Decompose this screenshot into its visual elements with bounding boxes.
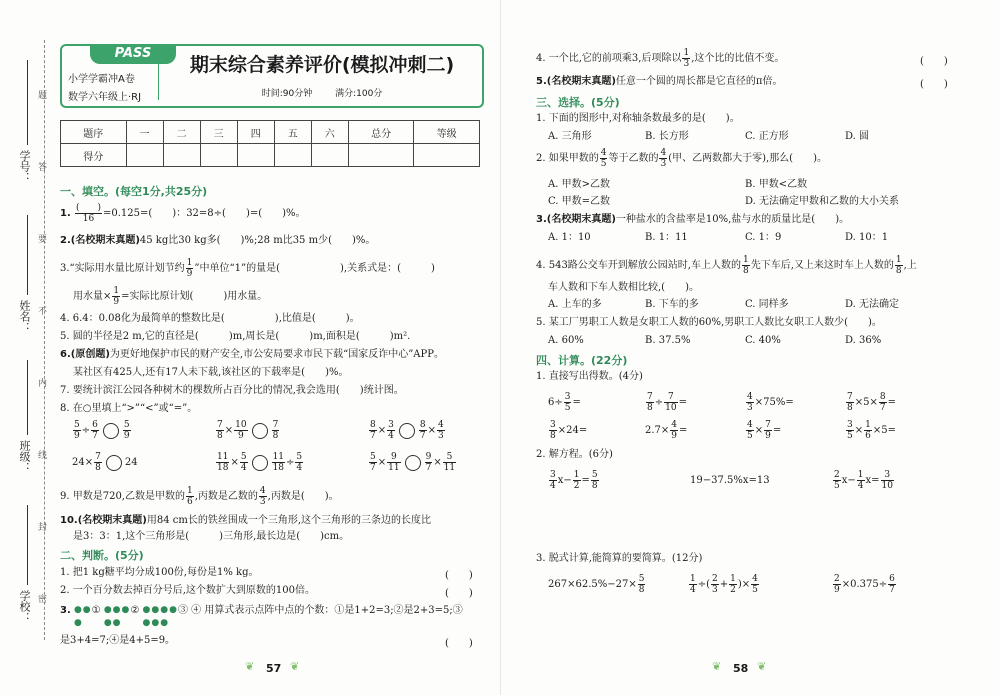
score-cell: 三 <box>200 121 237 144</box>
option[interactable]: B. 1：11 <box>645 232 688 243</box>
calc-item: 6÷ $\frac{3}{5}$ = <box>548 392 581 413</box>
option[interactable]: D. 36% <box>845 335 882 346</box>
gutter-tick: 不 <box>38 307 48 317</box>
series-name: 小学学霸冲A卷 <box>68 74 135 85</box>
option[interactable]: C. 1：9 <box>745 232 782 243</box>
question-choice-4: 4. 543路公交车开到解放公园站时,车上人数的 $\frac{1}{8}$ 先下车后,又上来这时车上人数的 $\frac{1}{8}$ ,上 <box>536 255 917 276</box>
calc-item: $\frac{3}{5}$ × $\frac{1}{6}$ ×5= <box>847 420 896 441</box>
fraction: $\frac{1}{9}$ <box>186 258 193 279</box>
score-table-header-row <box>61 121 480 144</box>
option[interactable]: A. 甲数>乙数 <box>548 179 610 190</box>
calc-expression-3: $\frac{2}{9}$ ×0.375÷ $\frac{6}{7}$ <box>834 574 895 595</box>
exam-header <box>60 44 484 108</box>
leaf-icon: ❦ <box>245 660 255 673</box>
score-input-cell[interactable] <box>274 144 311 167</box>
dot-pattern: ●●●● ●●● <box>142 605 178 628</box>
section-choice: 三、选择。(5分) <box>536 96 620 109</box>
option[interactable]: B. 长方形 <box>645 131 689 142</box>
question-fill-3: 3.“实际用水量比原计划节约 $\frac{1}{9}$ ”中单位“1”的量是( ),关系式是：( ) <box>60 258 435 279</box>
calc-item: $\frac{3}{8}$ ×24= <box>550 420 588 441</box>
compare-item: $\frac{11}{18}$ × $\frac{5}{4}$ $\frac{11}{18}$ ÷ $\frac{5}{4}$ <box>217 452 303 473</box>
option[interactable]: B. 甲数<乙数 <box>745 179 808 190</box>
seal-line <box>44 40 45 640</box>
section-judge: 二、判断。(5分) <box>60 549 144 562</box>
compare-circle[interactable] <box>252 423 268 439</box>
option[interactable]: A. 三角形 <box>548 131 592 142</box>
gutter-tick: 线 <box>38 451 48 461</box>
gutter-tick: 内 <box>38 379 48 389</box>
question-fill-9: 9. 甲数是720,乙数是甲数的 $\frac{1}{6}$ ,丙数是乙数的 $\frac{4}{3}$ ,丙数是( )。 <box>60 486 339 507</box>
score-input-cell[interactable] <box>348 144 414 167</box>
question-fill-2: 2.(名校期末真题)45 kg比30 kg多( )%;28 m比35 m少( )%。 <box>60 235 376 246</box>
compare-circle[interactable] <box>399 423 415 439</box>
gutter-label-school: 学校： <box>18 590 31 623</box>
page-fold <box>500 0 501 695</box>
option[interactable]: D. 无法确定 <box>845 299 900 310</box>
equation-3: $\frac{2}{5}$ x− $\frac{1}{4}$ x= $\frac{3}{10}$ <box>834 470 893 491</box>
exam-meta <box>172 86 472 99</box>
leaf-icon: ❦ <box>712 660 722 673</box>
question-choice-1: 1. 下面的图形中,对称轴条数最多的是( )。 <box>536 113 740 124</box>
question-fill-6: 6.(原创题)为更好地保护市民的财产安全,市公安局要求市民下载“国家反诈中心”APP。 <box>60 349 444 360</box>
question-judge-5: 5.(名校期末真题)任意一个圆的周长都是它直径的π倍。 <box>536 76 783 87</box>
calc-part-2-title: 2. 解方程。(6分) <box>536 449 613 460</box>
question-choice-2: 2. 如果甲数的 $\frac{4}{5}$ 等于乙数的 $\frac{4}{3}$ (甲、乙两数都大于零),那么( )。 <box>536 148 827 169</box>
grade-label: 数学六年级上·RJ <box>68 92 142 103</box>
compare-item: $\frac{5}{9}$ ÷ $\frac{6}{7}$ $\frac{5}{9}$ <box>74 420 130 441</box>
option[interactable]: C. 同样多 <box>745 299 789 310</box>
score-cell: 题序 <box>61 121 127 144</box>
score-table <box>60 120 480 167</box>
question-choice-3: 3.(名校期末真题)一种盐水的含盐率是10%,盐与水的质量比是( )。 <box>536 214 850 225</box>
calc-expression-1: 267×62.5%−27× $\frac{5}{8}$ <box>548 574 645 595</box>
question-judge-4: 4. 一个比,它的前项乘3,后项除以 $\frac{1}{3}$ ,这个比的比值不变。 <box>536 48 785 69</box>
answer-paren[interactable]: ( ) <box>920 79 948 90</box>
calc-part-1-title: 1. 直接写出得数。(4分) <box>536 371 643 382</box>
equation-2: 19−37.5%x=13 <box>690 475 770 486</box>
gutter-tick: 密 <box>38 595 48 605</box>
score-cell: 五 <box>274 121 311 144</box>
calc-item: 2.7× $\frac{4}{9}$ = <box>645 420 688 441</box>
question-fill-10-cont: 是3：3：1,这个三角形是( )三角形,最长边是( )cm。 <box>73 531 350 542</box>
score-cell: 等级 <box>414 121 480 144</box>
score-input-cell[interactable] <box>414 144 480 167</box>
option[interactable]: B. 37.5% <box>645 335 691 346</box>
compare-circle[interactable] <box>405 455 421 471</box>
question-judge-1: 1. 把1 kg糖平均分成100份,每份是1% kg。 <box>60 567 259 578</box>
compare-item: $\frac{7}{8}$ × $\frac{10}{9}$ $\frac{7}{8}$ <box>217 420 279 441</box>
question-fill-5: 5. 圆的半径是2 m,它的直径是( )m,周长是( )m,面积是( )m². <box>60 331 411 342</box>
option[interactable]: C. 正方形 <box>745 131 789 142</box>
gutter-blank-class[interactable] <box>27 360 28 435</box>
question-fill-1: 1. $\frac{( )}{16}$ =0.125=( )：32=8÷( )=( )%。 <box>60 203 306 224</box>
answer-paren[interactable]: ( ) <box>445 638 473 649</box>
page-number-left: 57 <box>266 662 282 675</box>
score-input-cell[interactable] <box>311 144 348 167</box>
gutter-tick: 封 <box>38 523 48 533</box>
question-judge-3: 3. ●● ●① ●●● ●●② ●●●● ●●●③ ④ 用算式表示点阵中点的个数：①是1+2=3;②是2+3=5;③ <box>60 605 463 628</box>
option[interactable]: D. 圆 <box>845 131 870 142</box>
question-fill-8: 8. 在○里填上“>”“<”或“=”。 <box>60 403 198 414</box>
score-cell: 二 <box>163 121 200 144</box>
question-fill-10: 10.(名校期末真题)用84 cm长的铁丝围成一个三角形,这个三角形的三条边的长度比 <box>60 515 432 526</box>
option[interactable]: B. 下车的多 <box>645 299 699 310</box>
question-choice-5: 5. 某工厂男职工人数是女职工人数的60%,男职工人数比女职工人数少( )。 <box>536 317 882 328</box>
section-calc: 四、计算。(22分) <box>536 354 628 367</box>
score-input-cell[interactable] <box>163 144 200 167</box>
compare-circle[interactable] <box>106 455 122 471</box>
score-cell: 一 <box>126 121 163 144</box>
header-divider <box>158 52 159 100</box>
compare-circle[interactable] <box>103 423 119 439</box>
exam-full-score: 满分:100分 <box>335 89 383 99</box>
question-fill-3-cont: 用水量× $\frac{1}{9}$ =实际比原计划( )用水量。 <box>73 286 268 307</box>
equation-1: $\frac{3}{4}$ x− $\frac{1}{2}$ = $\frac{5}{8}$ <box>550 470 598 491</box>
dot-pattern: ●●● ●● <box>103 605 131 628</box>
gutter-label-class: 班级： <box>18 440 31 473</box>
gutter-blank-name[interactable] <box>27 215 28 295</box>
option[interactable]: A. 1：10 <box>548 232 591 243</box>
calc-part-3-title: 3. 脱式计算,能简算的要简算。(12分) <box>536 553 703 564</box>
option[interactable]: D. 10：1 <box>845 232 889 243</box>
score-cell: 得分 <box>61 144 127 167</box>
option[interactable]: A. 上车的多 <box>548 299 602 310</box>
question-fill-7: 7. 要统计滨江公园各种树木的棵数所占百分比的情况,我会选用( )统计图。 <box>60 385 404 396</box>
gutter-tick: 答 <box>38 163 48 173</box>
score-input-cell[interactable] <box>126 144 163 167</box>
calc-item: $\frac{4}{3}$ ×75%= <box>747 392 794 413</box>
question-fill-4: 4. 6.4：0.08化为最简单的整数比是( ),比值是( )。 <box>60 313 360 324</box>
calc-item: $\frac{7}{8}$ ×5× $\frac{8}{7}$ = <box>847 392 896 413</box>
answer-paren[interactable]: ( ) <box>920 56 948 67</box>
score-cell: 总分 <box>348 121 414 144</box>
compare-item: 24× $\frac{7}{8}$ 24 <box>72 452 138 473</box>
score-cell: 四 <box>237 121 274 144</box>
gutter-blank-school[interactable] <box>27 505 28 585</box>
answer-paren[interactable]: ( ) <box>445 588 473 599</box>
exam-time: 时间:90分钟 <box>261 89 313 99</box>
gutter-label-id: 学号： <box>18 150 31 183</box>
question-judge-2: 2. 一个百分数去掉百分号后,这个数扩大到原数的100倍。 <box>60 585 315 596</box>
gutter-tick: 要 <box>38 235 48 245</box>
fraction: $\frac{1}{9}$ <box>113 286 120 307</box>
question-choice-4-cont: 车人数和下车人数相比较,( )。 <box>548 282 699 293</box>
compare-item: $\frac{8}{7}$ × $\frac{3}{4}$ $\frac{8}{7}$ × $\frac{4}{3}$ <box>370 420 444 441</box>
leaf-icon: ❦ <box>290 660 300 673</box>
dot-pattern: ●● ● <box>73 605 92 628</box>
calc-expression-2: $\frac{1}{4}$ ÷( $\frac{2}{3}$ + $\frac{1}{2}$ )× $\frac{4}{5}$ <box>690 574 758 595</box>
compare-circle[interactable] <box>252 455 268 471</box>
option[interactable]: D. 无法确定甲数和乙数的大小关系 <box>745 196 900 207</box>
compare-item: $\frac{5}{7}$ × $\frac{9}{11}$ $\frac{9}{7}$ × $\frac{5}{11}$ <box>370 452 456 473</box>
pass-logo: PASS <box>90 44 176 64</box>
page-number-right: 58 <box>733 662 749 675</box>
option[interactable]: A. 60% <box>548 335 584 346</box>
question-fill-6-cont: 某社区有425人,还有17人未下载,该社区的下载率是( )%。 <box>73 367 349 378</box>
question-judge-3-cont: 是3+4=7;④是4+5=9。 <box>60 635 176 646</box>
gutter-blank-id[interactable] <box>27 60 28 145</box>
exam-title: 期末综合素养评价(模拟冲刺二) <box>189 54 455 76</box>
option[interactable]: C. 40% <box>745 335 781 346</box>
fraction: $\frac{( )}{16}$ <box>75 203 101 224</box>
score-table-score-row <box>61 144 480 167</box>
section-fill-in: 一、填空。(每空1分,共25分) <box>60 185 208 198</box>
score-input-cell[interactable] <box>200 144 237 167</box>
gutter-tick: 题 <box>38 91 48 101</box>
score-input-cell[interactable] <box>237 144 274 167</box>
calc-item: $\frac{4}{5}$ × $\frac{7}{9}$ = <box>747 420 782 441</box>
score-cell: 六 <box>311 121 348 144</box>
answer-paren[interactable]: ( ) <box>445 570 473 581</box>
calc-item: $\frac{7}{8}$ ÷ $\frac{7}{10}$ = <box>647 392 687 413</box>
option[interactable]: C. 甲数=乙数 <box>548 196 611 207</box>
gutter-label-name: 姓名： <box>18 300 31 333</box>
leaf-icon: ❦ <box>757 660 767 673</box>
